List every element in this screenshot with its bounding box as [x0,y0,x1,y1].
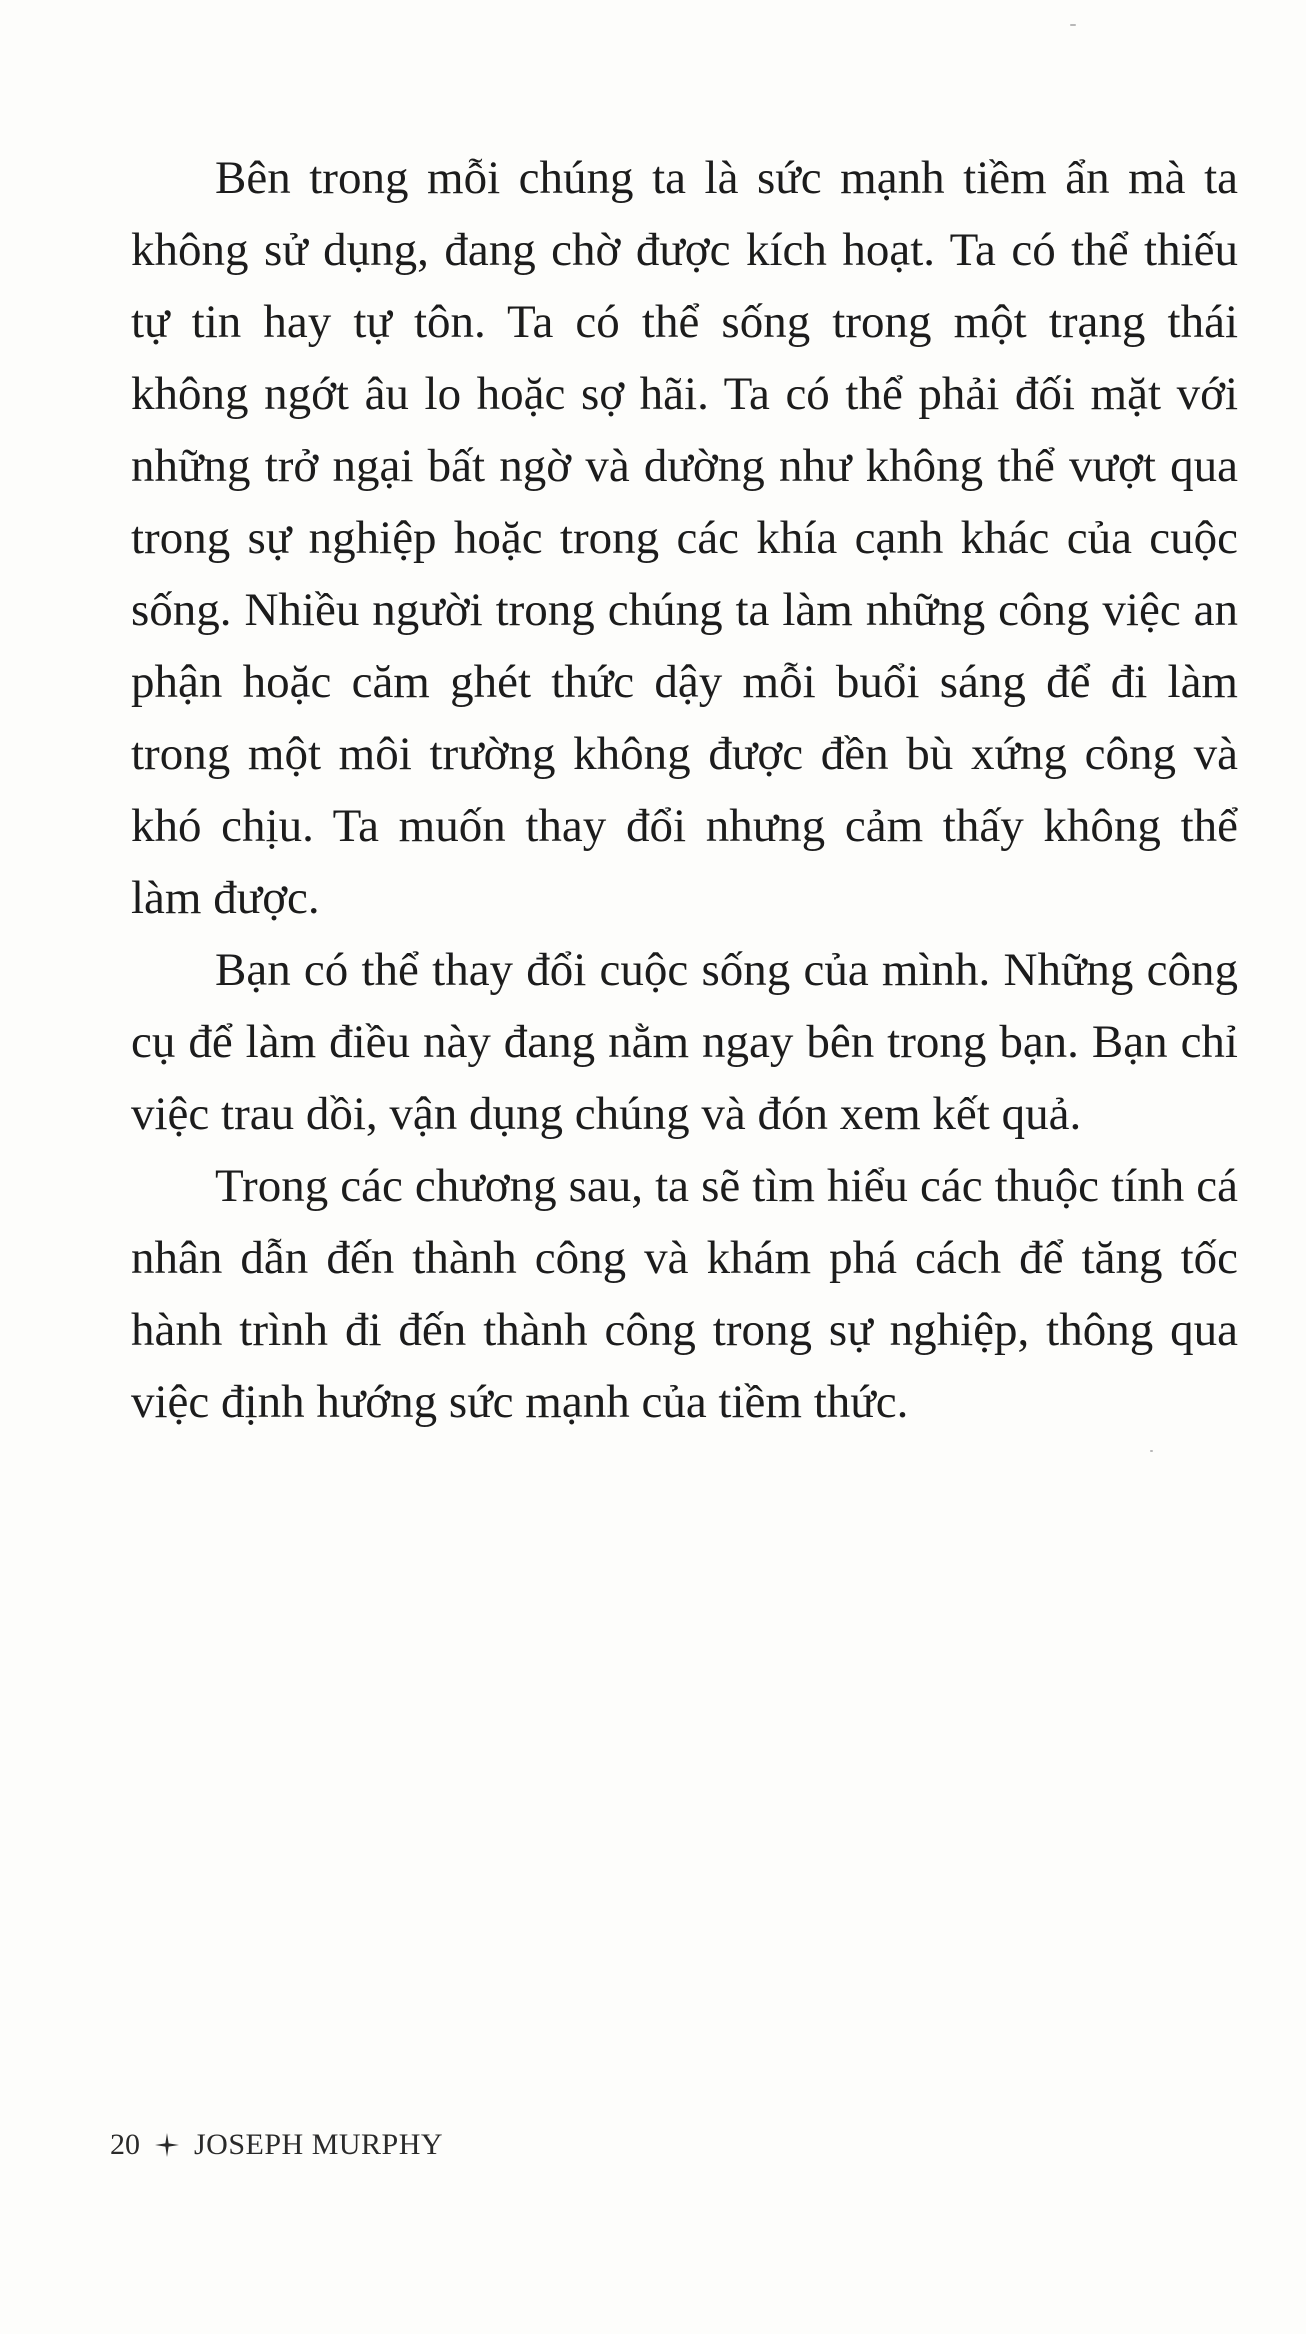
author-name: JOSEPH MURPHY [194,2128,444,2161]
body-text [131,142,1238,1438]
paragraph: Bên trong mỗi chúng ta là sức mạnh tiềm ẩn mà ta không sử dụng, đang chờ được kích hoạt. Ta có thể thiếu tự tin hay tự tôn. Ta có thể sống trong một trạng thái không ngớt âu lo hoặc sợ hãi. Ta có thể phải đối mặt với những trở ngại bất ngờ và dường như không thể vượt qua trong sự nghiệp hoặc trong các khía cạnh khác của cuộc sống. Nhiều người trong chúng ta làm những công việc an phận hoặc căm ghét thức dậy mỗi buổi sáng để đi làm trong một môi trường không được đền bù xứng công và khó chịu. Ta muốn thay đổi nhưng cảm thấy không thể làm được. [131,152,1238,924]
page-footer [110,2128,443,2162]
paragraph: Trong các chương sau, ta sẽ tìm hiểu các thuộc tính cá nhân dẫn đến thành công và khám phá cách để tăng tốc hành trình đi đến thành công trong sự nghiệp, thông qua việc định hướng sức mạnh của tiềm thức. [131,1160,1238,1428]
page-number: 20 [110,2128,140,2161]
four-point-star-icon [154,2132,180,2158]
paper-speck [1070,24,1076,26]
paragraph: Bạn có thể thay đổi cuộc sống của mình. Những công cụ để làm điều này đang nằm ngay bên trong bạn. Bạn chỉ việc trau dồi, vận dụng chúng và đón xem kết quả. [131,944,1238,1140]
paper-speck [1150,1450,1153,1452]
